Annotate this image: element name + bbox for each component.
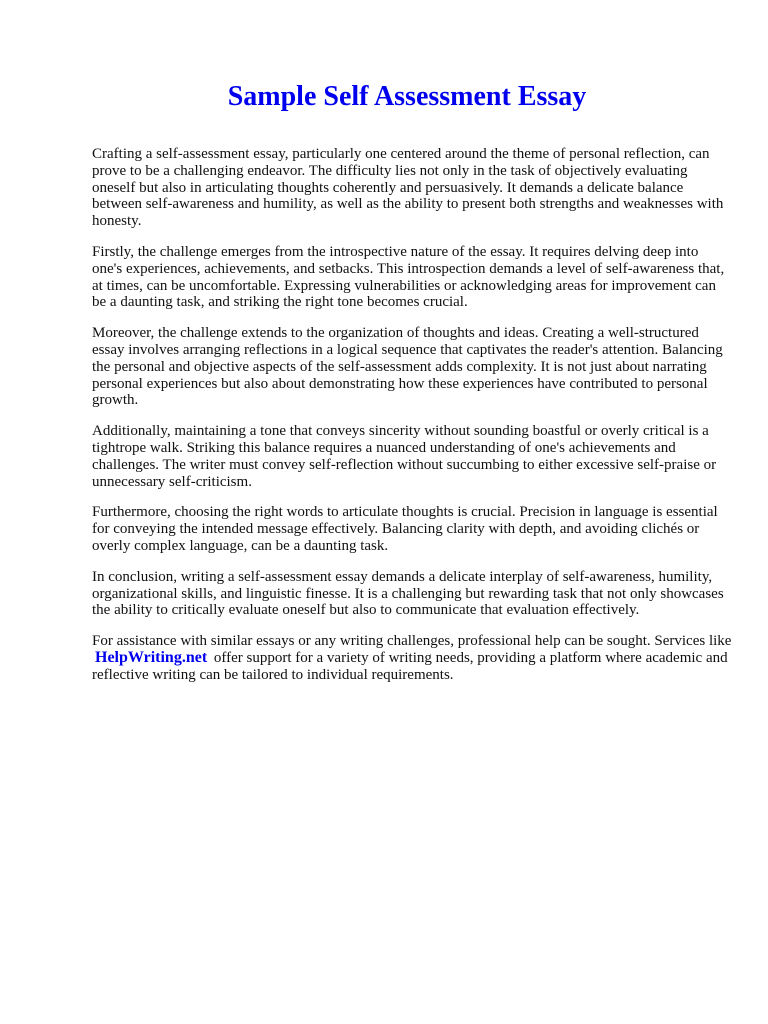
page-title: Sample Self Assessment Essay	[227, 81, 587, 112]
essay-body	[92, 146, 732, 698]
paragraph-closing	[92, 633, 732, 683]
paragraph-conclusion: In conclusion, writing a self-assessment essay demands a delicate interplay of self-awareness, humility, organizational skills, and linguistic finesse. It is a challenging but rewarding task that not only showcases the ability to critically evaluate oneself but also to communicate that evaluation effectively.	[92, 568, 724, 619]
paragraph-additionally: Additionally, maintaining a tone that conveys sincerity without sounding boastful or overly critical is a tightrope walk. Striking this balance requires a nuanced understanding of one's achievements and challenges. The writer must convey self-reflection without succumbing to either excessive self-praise or unnecessary self-criticism.	[92, 423, 717, 490]
closing-text-after-link: offer support for a variety of writing needs, providing a platform where academic and reflective writing can be tailored to individual requirements.	[92, 649, 728, 683]
closing-text-before-link: For assistance with similar essays or any writing challenges, professional help can be sought. Services like	[92, 633, 732, 650]
helpwriting-link[interactable]: HelpWriting.net	[95, 648, 208, 666]
paragraph-intro: Crafting a self-assessment essay, particularly one centered around the theme of personal reflection, can prove to be a challenging endeavor. The difficulty lies not only in the task of objectively evaluating oneself but also in articulating thoughts coherently and persuasively. It demands a delicate balance between self-awareness and humility, as well as the ability to present both strengths and weaknesses with honesty.	[92, 146, 724, 230]
paragraph-firstly: Firstly, the challenge emerges from the introspective nature of the essay. It requires delving deep into one's experiences, achievements, and setbacks. This introspection demands a level of self-awareness that, at times, can be uncomfortable. Expressing vulnerabilities or acknowledging areas for improvement can be a daunting task, and striking the right tone becomes crucial.	[92, 243, 725, 311]
paragraph-furthermore: Furthermore, choosing the right words to articulate thoughts is crucial. Precision in language is essential for conveying the intended message effectively. Balancing clarity with depth, and avoiding clichés or overly complex language, can be a daunting task.	[92, 504, 718, 554]
paragraph-moreover: Moreover, the challenge extends to the organization of thoughts and ideas. Creating a well-structured essay involves arranging reflections in a logical sequence that captivates the reader's attention. Balancing the personal and objective aspects of the self-assessment adds complexity. It is not just about narrating personal experiences but also about demonstrating how these experiences have contributed to personal growth.	[92, 325, 723, 409]
